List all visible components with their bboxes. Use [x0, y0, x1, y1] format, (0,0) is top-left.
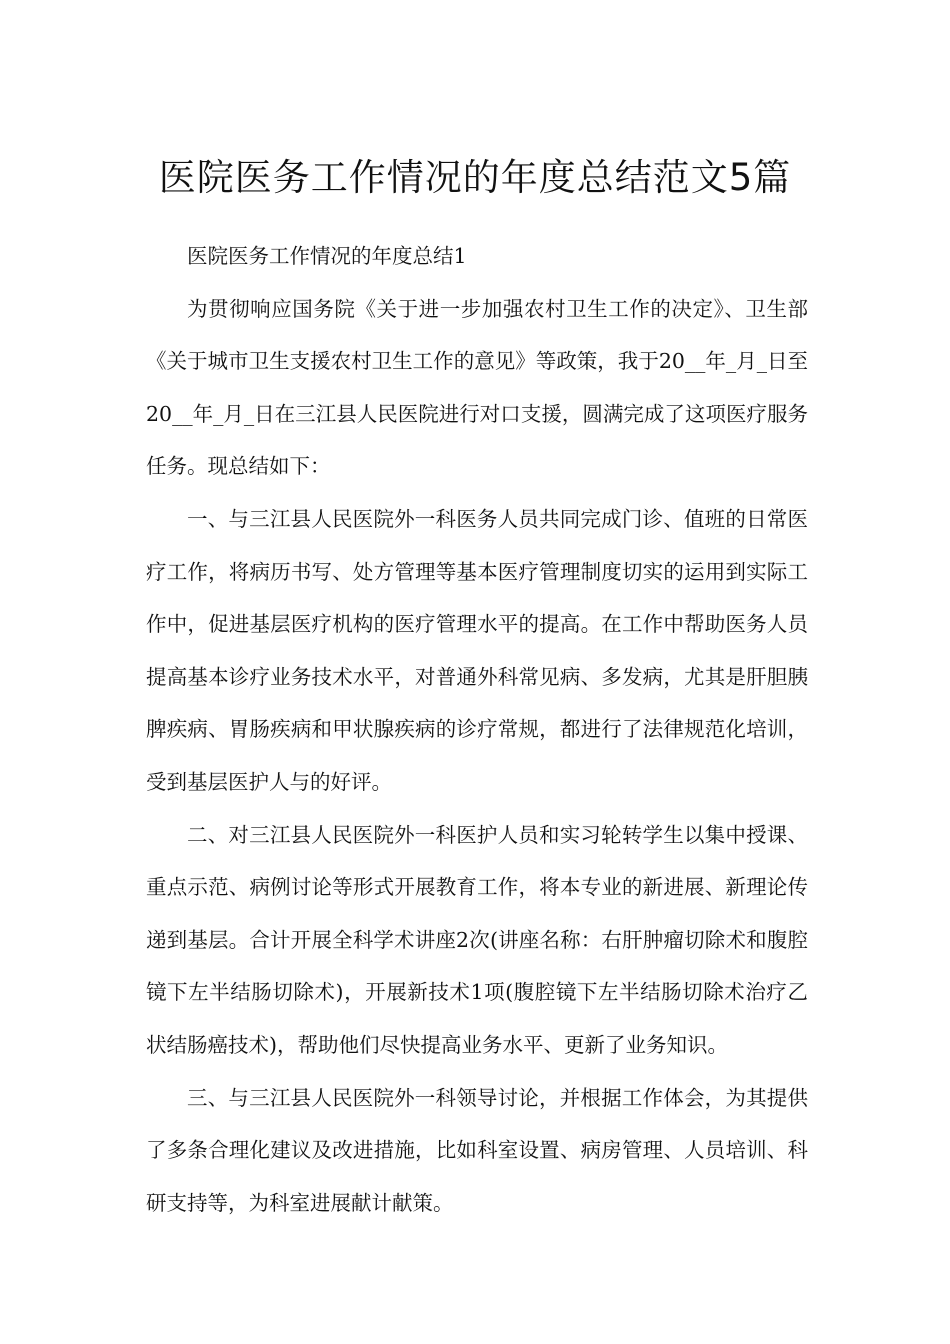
intro-paragraph: 为贯彻响应国务院《关于进一步加强农村卫生工作的决定》、卫生部《关于城市卫生支援农村卫生工作的意见》等政策，我于20__年_月_日至20__年_月_日在三江县人民医院进行对口支援，圆满完成了这项医疗服务任务。现总结如下： — [146, 296, 808, 479]
paragraph-item-3: 三、与三江县人民医院外一科领导讨论，并根据工作体会，为其提供了多条合理化建议及改进措施，比如科室设置、病房管理、人员培训、科研支持等，为科室进展献计献策。 — [146, 1085, 808, 1215]
section-heading: 医院医务工作情况的年度总结1 — [187, 244, 467, 268]
paragraph-item-2: 二、对三江县人民医院外一科医护人员和实习轮转学生以集中授课、重点示范、病例讨论等形式开展教育工作，将本专业的新进展、新理论传递到基层。合计开展全科学术讲座2次(讲座名称：右肝肿瘤切除术和腹腔镜下左半结肠切除术)，开展新技术1项(腹腔镜下左半结肠切除术治疗乙状结肠癌技术)，帮助他们尽快提高业务水平、更新了业务知识。 — [146, 822, 808, 1057]
paragraph-item-1: 一、与三江县人民医院外一科医务人员共同完成门诊、值班的日常医疗工作，将病历书写、处方管理等基本医疗管理制度切实的运用到实际工作中，促进基层医疗机构的医疗管理水平的提高。在工作中帮助医务人员提高基本诊疗业务技术水平，对普通外科常见病、多发病，尤其是肝胆胰脾疾病、胃肠疾病和甲状腺疾病的诊疗常规，都进行了法律规范化培训，受到基层医护人与的好评。 — [146, 506, 808, 794]
document-body — [146, 230, 808, 1229]
document-title: 医院医务工作情况的年度总结范文5篇 — [158, 155, 792, 199]
